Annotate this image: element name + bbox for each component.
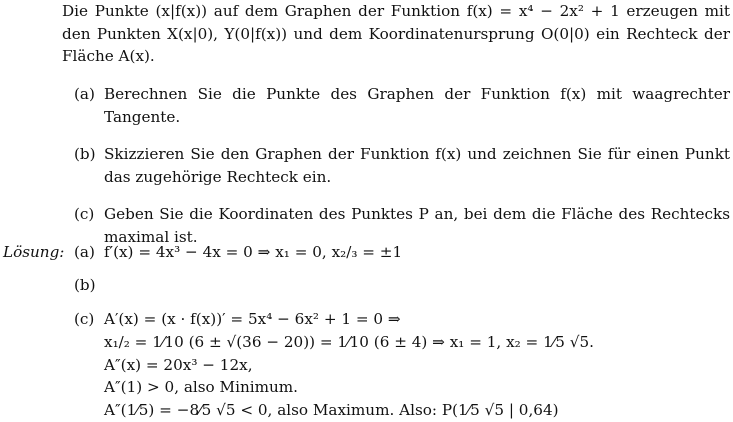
solution-a-text: f′(x) = 4x³ − 4x = 0 ⇒ x₁ = 0, x₂/₃ = ±1 [104,243,403,261]
solution-title: Lösung: [3,243,65,261]
solution-c-line-3: A″(x) = 20x³ − 12x, [104,355,253,374]
task-b [62,143,730,188]
task-b-label: (b) [74,145,96,163]
solution-c-line-4: A″(1) > 0, also Minimum. [104,378,298,397]
solution-c-body [104,308,594,422]
solution-a-label: (a) [74,243,95,261]
solution-b-label: (b) [74,276,96,294]
solution-c-line-1: A′(x) = (x · f(x))′ = 5x⁴ − 6x² + 1 = 0 ⇒ [104,310,401,328]
task-list [62,83,730,263]
task-a [62,83,730,128]
task-c-text: Geben Sie die Koordinaten des Punktes P an, bei dem die Fläche des Rechtecks maximal ist. [104,205,730,246]
problem-statement: Die Punkte (x|f(x)) auf dem Graphen der Funktion f(x) = x⁴ − 2x² + 1 erzeugen mit den Punkten X(x|0), Y(0|f(x)) und dem Koordinatenursprung O(0|0) ein Rechteck der Fläche A(x). [62,2,730,65]
task-a-text: Berechnen Sie die Punkte des Graphen der Funktion f(x) mit waagrechter Tangente. [104,85,730,126]
task-c-label: (c) [74,205,95,223]
task-b-text: Skizzieren Sie den Graphen der Funktion f(x) und zeichnen Sie für einen Punkt das zugehörige Rechteck ein. [104,145,730,186]
solution-c-line-5: A″(1⁄5) = −8⁄5 √5 < 0, also Maximum. Also: P(1⁄5 √5 | 0,64) [104,401,559,420]
solution-c-label: (c) [74,310,95,328]
task-a-label: (a) [74,85,95,103]
solution-c-line-2: x₁/₂ = 1⁄10 (6 ± √(36 − 20)) = 1⁄10 (6 ± 4) ⇒ x₁ = 1, x₂ = 1⁄5 √5. [104,332,594,351]
